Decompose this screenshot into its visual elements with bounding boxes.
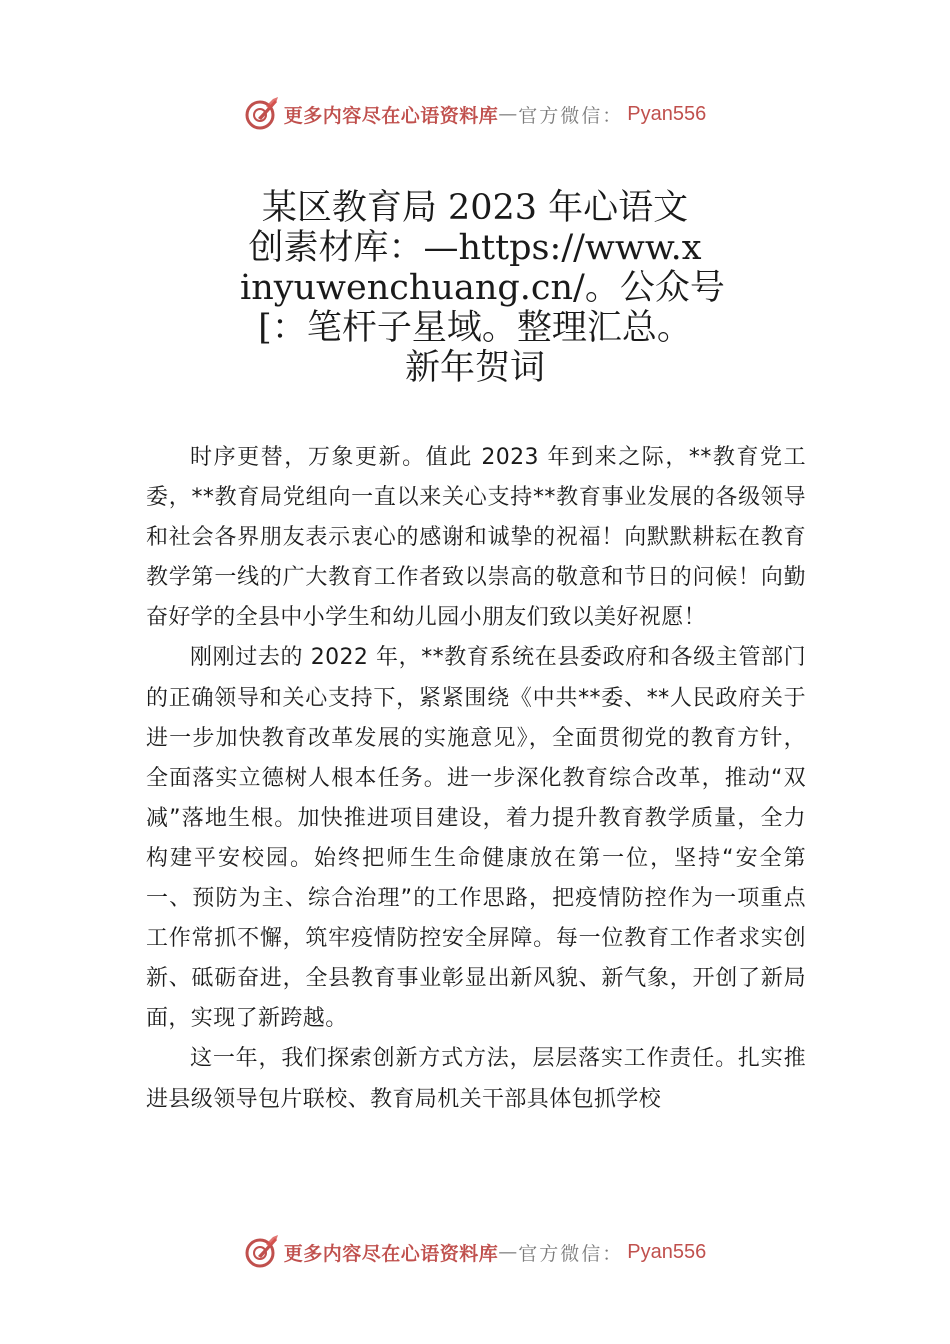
quill-logo-icon bbox=[244, 1234, 280, 1270]
banner-wechat-id: Pyan556 bbox=[627, 1240, 707, 1263]
quill-logo-icon bbox=[244, 96, 280, 132]
footer-banner bbox=[0, 1232, 950, 1272]
title-line: 新年贺词 bbox=[404, 348, 545, 388]
title-line: [：笔杆子星域。整理汇总。 bbox=[258, 308, 692, 348]
header-banner bbox=[0, 94, 950, 134]
banner-wechat-label: 官方微信： bbox=[518, 1242, 624, 1265]
banner-brand-text: 更多内容尽在心语资料库 bbox=[283, 1242, 499, 1265]
banner-wechat-id: Pyan556 bbox=[627, 102, 707, 125]
banner-separator: — bbox=[498, 1241, 519, 1263]
banner-separator: — bbox=[498, 103, 519, 125]
document-body bbox=[146, 438, 806, 1120]
body-paragraph: 刚刚过去的 2022 年，**教育系统在县委政府和各级主管部门的正确领导和关心支持下，紧紧围绕《中共**委、**人民政府关于进一步加快教育改革发展的实施意见》，全面贯彻党的教育方针，全面落实立德树人根本任务。进一步深化教育综合改革，推动“双减”落地生根。加快推进项目建设，着力提升教育教学质量，全力构建平安校园。始终把师生生命健康放在第一位，坚持“安全第一、预防为主、综合治理”的工作思路，把疫情防控作为一项重点工作常抓不懈，筑牢疫情防控安全屏障。每一位教育工作者求实创新、砥砺奋进，全县教育事业彰显出新风貌、新气象，开创了新局面，实现了新跨越。 bbox=[146, 645, 806, 1032]
document-title bbox=[240, 188, 725, 388]
title-line: inyuwenchuang.cn/。公众号 bbox=[240, 268, 725, 308]
banner-wechat-label: 官方微信： bbox=[518, 104, 624, 127]
body-paragraph: 这一年，我们探索创新方式方法，层层落实工作责任。扎实推进县级领导包片联校、教育局机关干部具体包抓学校 bbox=[146, 1046, 806, 1112]
banner-brand-text: 更多内容尽在心语资料库 bbox=[283, 104, 499, 127]
title-line: 某区教育局 2023 年心语文 bbox=[261, 188, 689, 228]
title-line: 创素材库：—https://www.x bbox=[248, 228, 702, 268]
body-paragraph: 时序更替，万象更新。值此 2023 年到来之际，**教育党工委，**教育局党组向一直以来关心支持**教育事业发展的各级领导和社会各界朋友表示衷心的感谢和诚挚的祝福！向默默耕耘在教育教学第一线的广大教育工作者致以崇高的敬意和节日的问候！向勤奋好学的全县中小学生和幼儿园小朋友们致以美好祝愿！ bbox=[146, 445, 806, 631]
